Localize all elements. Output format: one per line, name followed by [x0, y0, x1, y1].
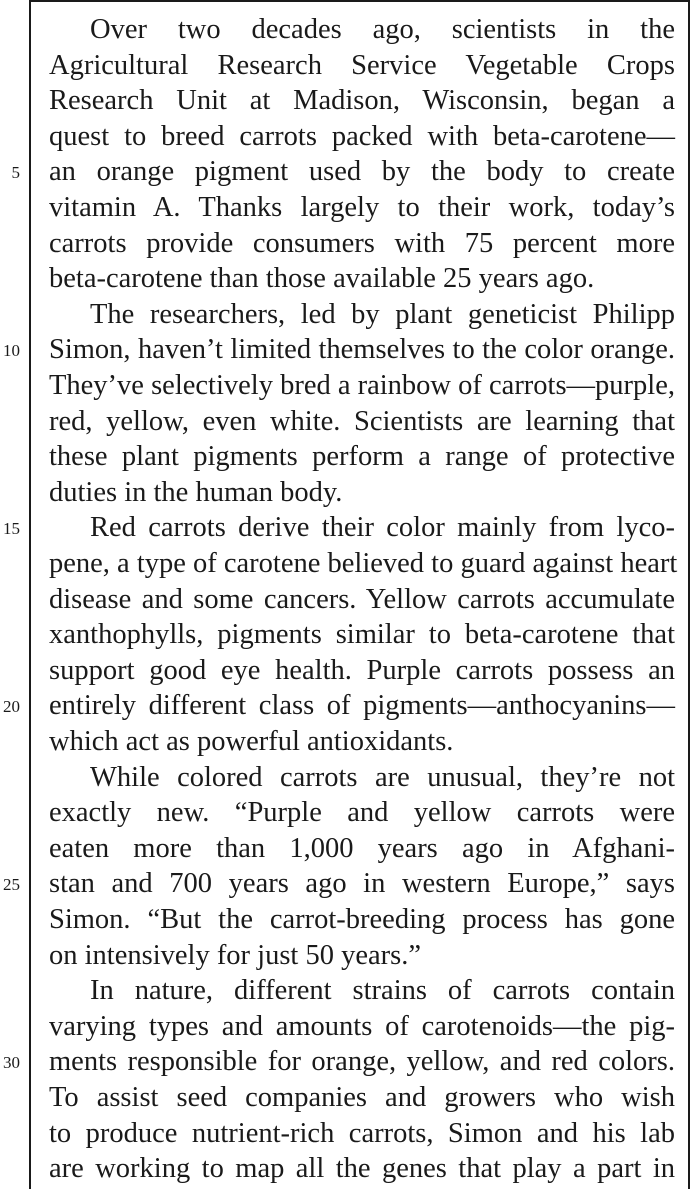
line-number: 25 — [3, 875, 20, 894]
passage-line: an orange pigment used by the body to create — [49, 156, 675, 188]
passage-line: stan and 700 years ago in western Europe,” says — [49, 868, 675, 900]
passage-line: Simon. “But the carrot-breeding process has gone — [49, 904, 675, 935]
passage-line: Research Unit at Madison, Wisconsin, began a — [49, 85, 675, 117]
passage-line: eaten more than 1,000 years ago in Afghani- — [49, 832, 675, 864]
line-number: 30 — [3, 1053, 20, 1072]
passage-line: Red carrots derive their color mainly from lyco- — [90, 512, 675, 544]
passage-line: these plant pigments perform a range of protective — [49, 441, 675, 473]
passage-line: pene, a type of carotene believed to guard against heart — [49, 548, 678, 579]
line-number: 10 — [3, 341, 20, 360]
passage-line: Over two decades ago, scientists in the — [90, 14, 675, 45]
passage-line: disease and some cancers. Yellow carrots accumulate — [49, 583, 675, 615]
passage-line: The researchers, led by plant geneticist Philipp — [90, 298, 675, 330]
passage-line: support good eye health. Purple carrots possess an — [49, 654, 675, 686]
passage-line: Simon, haven’t limited themselves to the color orange. — [49, 334, 675, 366]
passage-line: are working to map all the genes that play a part in — [49, 1153, 675, 1185]
line-number: 15 — [3, 519, 20, 538]
passage-line: which act as powerful antioxidants. — [49, 726, 454, 757]
passage-line: beta-carotene than those available 25 years ago. — [49, 263, 595, 295]
passage-line: ments responsible for orange, yellow, and red colors. — [49, 1046, 675, 1078]
passage-line: red, yellow, even white. Scientists are learning that — [49, 405, 675, 437]
passage-line: to produce nutrient-rich carrots, Simon and his lab — [49, 1117, 675, 1149]
passage-line: They’ve selectively bred a rainbow of carrots—purple, — [49, 370, 675, 401]
passage-line: vitamin A. Thanks largely to their work, today’s — [49, 192, 675, 223]
passage-line: varying types and amounts of carotenoids—the pig- — [49, 1010, 675, 1042]
passage-line: duties in the human body. — [49, 476, 343, 508]
passage-line: on intensively for just 50 years.” — [49, 939, 422, 971]
line-number: 5 — [11, 163, 20, 182]
line-number: 20 — [3, 697, 20, 716]
passage-line: entirely different class of pigments—anthocyanins— — [49, 690, 675, 722]
passage-line: quest to breed carrots packed with beta-carotene— — [49, 120, 675, 152]
passage-line: xanthophylls, pigments similar to beta-carotene that — [49, 619, 675, 651]
passage-line: While colored carrots are unusual, they’re not — [90, 761, 675, 793]
passage-line: carrots provide consumers with 75 percent more — [49, 227, 675, 259]
passage-line: To assist seed companies and growers who wish — [49, 1082, 675, 1113]
passage-line: Agricultural Research Service Vegetable Crops — [49, 49, 675, 81]
passage-line: In nature, different strains of carrots contain — [90, 975, 675, 1007]
passage-line: exactly new. “Purple and yellow carrots were — [49, 797, 675, 829]
